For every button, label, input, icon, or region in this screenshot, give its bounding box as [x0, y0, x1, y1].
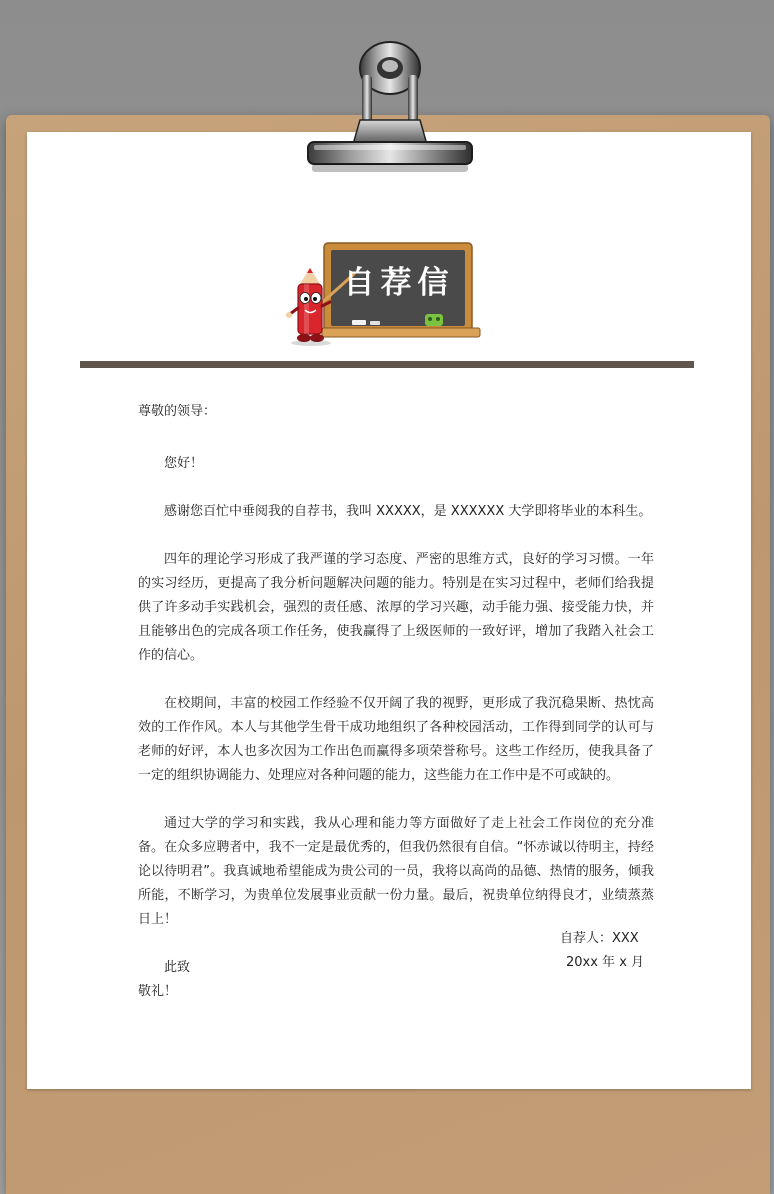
board-title: 自荐信: [343, 265, 455, 301]
greeting: 您好！: [164, 456, 204, 471]
binder-clip-icon: [300, 20, 480, 180]
paragraph-study: 四年的理论学习形成了我严谨的学习态度、严密的思维方式，良好的学习习惯。一年的实习经历，更提高了我分析问题解决问题的能力。特别是在实习过程中，老师们给我提供了许多动手实践机会，强烈的责任感、浓厚的学习兴趣，动手能力强、接受能力快，并且能够出色的完成各项工作任务，使我赢得了上级医师的一致好评，增加了我踏入社会工作的信心。: [138, 552, 654, 663]
paragraph-closing: 通过大学的学习和实践，我从心理和能力等方面做好了走上社会工作岗位的充分准备。在众多应聘者中，我不一定是最优秀的，但我仍然很有自信。“怀赤诚以待明主，持经论以待明君”。我真诚地希望能成为贵公司的一员，我将以高尚的品德、热情的服务，倾我所能，不断学习，为贵单位发展事业贡献一份力量。最后，祝贵单位纳得良才，业绩蒸蒸日上！: [138, 816, 654, 927]
closing-cizhi: 此致: [164, 960, 191, 975]
signature-block: [560, 927, 680, 975]
paragraph-campus: 在校期间，丰富的校园工作经验不仅开阔了我的视野，更形成了我沉稳果断、热忱高效的工作作风。本人与其他学生骨干成功地组织了各种校园活动，工作得到同学的认可与老师的好评，本人也多次因为工作出色而赢得多项荣誉称号。这些工作经历，使我具备了一定的组织协调能力、处理应对各种问题的能力，这些能力在工作中是不可或缺的。: [138, 696, 654, 783]
paragraph-intro: 感谢您百忙中垂阅我的自荐书，我叫 XXXXX，是 XXXXXX 大学即将毕业的本科生。: [164, 504, 652, 519]
header-divider: [80, 361, 694, 368]
date-line: 20xx 年 x 月: [566, 955, 645, 970]
letter-body: [138, 400, 654, 1004]
salutation: 尊敬的领导：: [138, 404, 217, 419]
closing-jingli: 敬礼！: [138, 984, 178, 999]
signature-line: 自荐人：XXX: [560, 931, 639, 946]
